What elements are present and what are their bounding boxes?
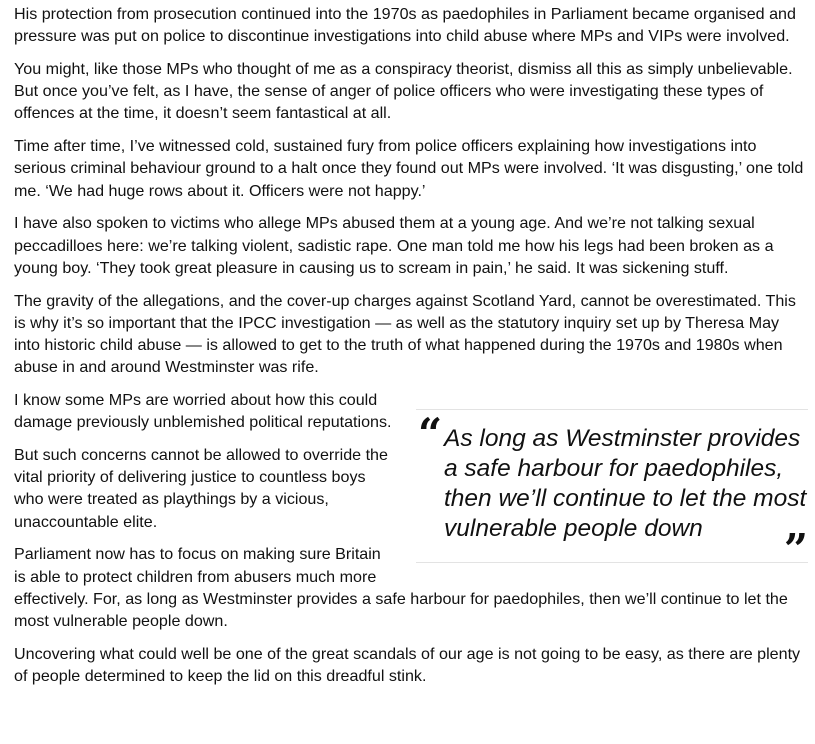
paragraph: I have also spoken to victims who allege MPs abused them at a young age. And we’re not talking sexual peccadilloes here: we’re talking violent, sadistic rape. One man told me how his legs had been broken as a young boy. ‘They took great pleasure in causing us to scream in pain,’ he said. It was sickening stuff.	[14, 214, 774, 277]
paragraph: Uncovering what could well be one of the great scandals of our age is not going to be easy, as there are plenty of people determined to keep the lid on this dreadful stink.	[14, 644, 801, 686]
paragraph: But such concerns cannot be allowed to override the vital priority of delivering justice to countless boys who were treated as playthings by a vicious, unaccountable elite.	[14, 446, 388, 531]
paragraph: Parliament now has to focus on making sure Britain is able to protect children from abusers much more effectively. For, as long as Westminster provides a safe harbour for paedophiles, then we’ll continue to let the most vulnerable people down.	[14, 545, 788, 631]
pull-quote-text: As long as Westminster provides a safe harbour for paedophiles, then we’ll continue to let the most vulnerable people down	[444, 425, 807, 543]
paragraph: The gravity of the allegations, and the cover-up charges against Scotland Yard, cannot be overestimated. This is why it’s so important that the IPCC investigation — as well as the statutory inquiry set up by Theresa May into historic child abuse — is allowed to get to the truth of what happened during the 1970s and 1980s when abuse in and around Westminster was rife.	[14, 291, 796, 377]
paragraph: You might, like those MPs who thought of me as a conspiracy theorist, dismiss all this as simply unbelievable. But once you’ve felt, as I have, the sense of anger of police officers who were investigating these types of offences at the time, it doesn’t seem fantastical at all.	[14, 60, 793, 123]
article-body	[14, 3, 808, 698]
pull-quote	[416, 409, 808, 575]
paragraph: Time after time, I’ve witnessed cold, sustained fury from police officers explaining how investigations into serious criminal behaviour ground to a halt once they found out MPs were involved. ‘It was disgusting,’ one told me. ‘We had huge rows about it. Officers were not happy.’	[14, 137, 804, 200]
paragraph: I know some MPs are worried about how this could damage previously unblemished political reputations.	[14, 391, 392, 432]
close-quote-mark: ”	[783, 525, 808, 575]
open-quote-mark: “	[418, 409, 443, 459]
paragraph: His protection from prosecution continued into the 1970s as paedophiles in Parliament became organised and pressure was put on police to discontinue investigations into child abuse where MPs and VIPs were involved.	[14, 5, 796, 46]
